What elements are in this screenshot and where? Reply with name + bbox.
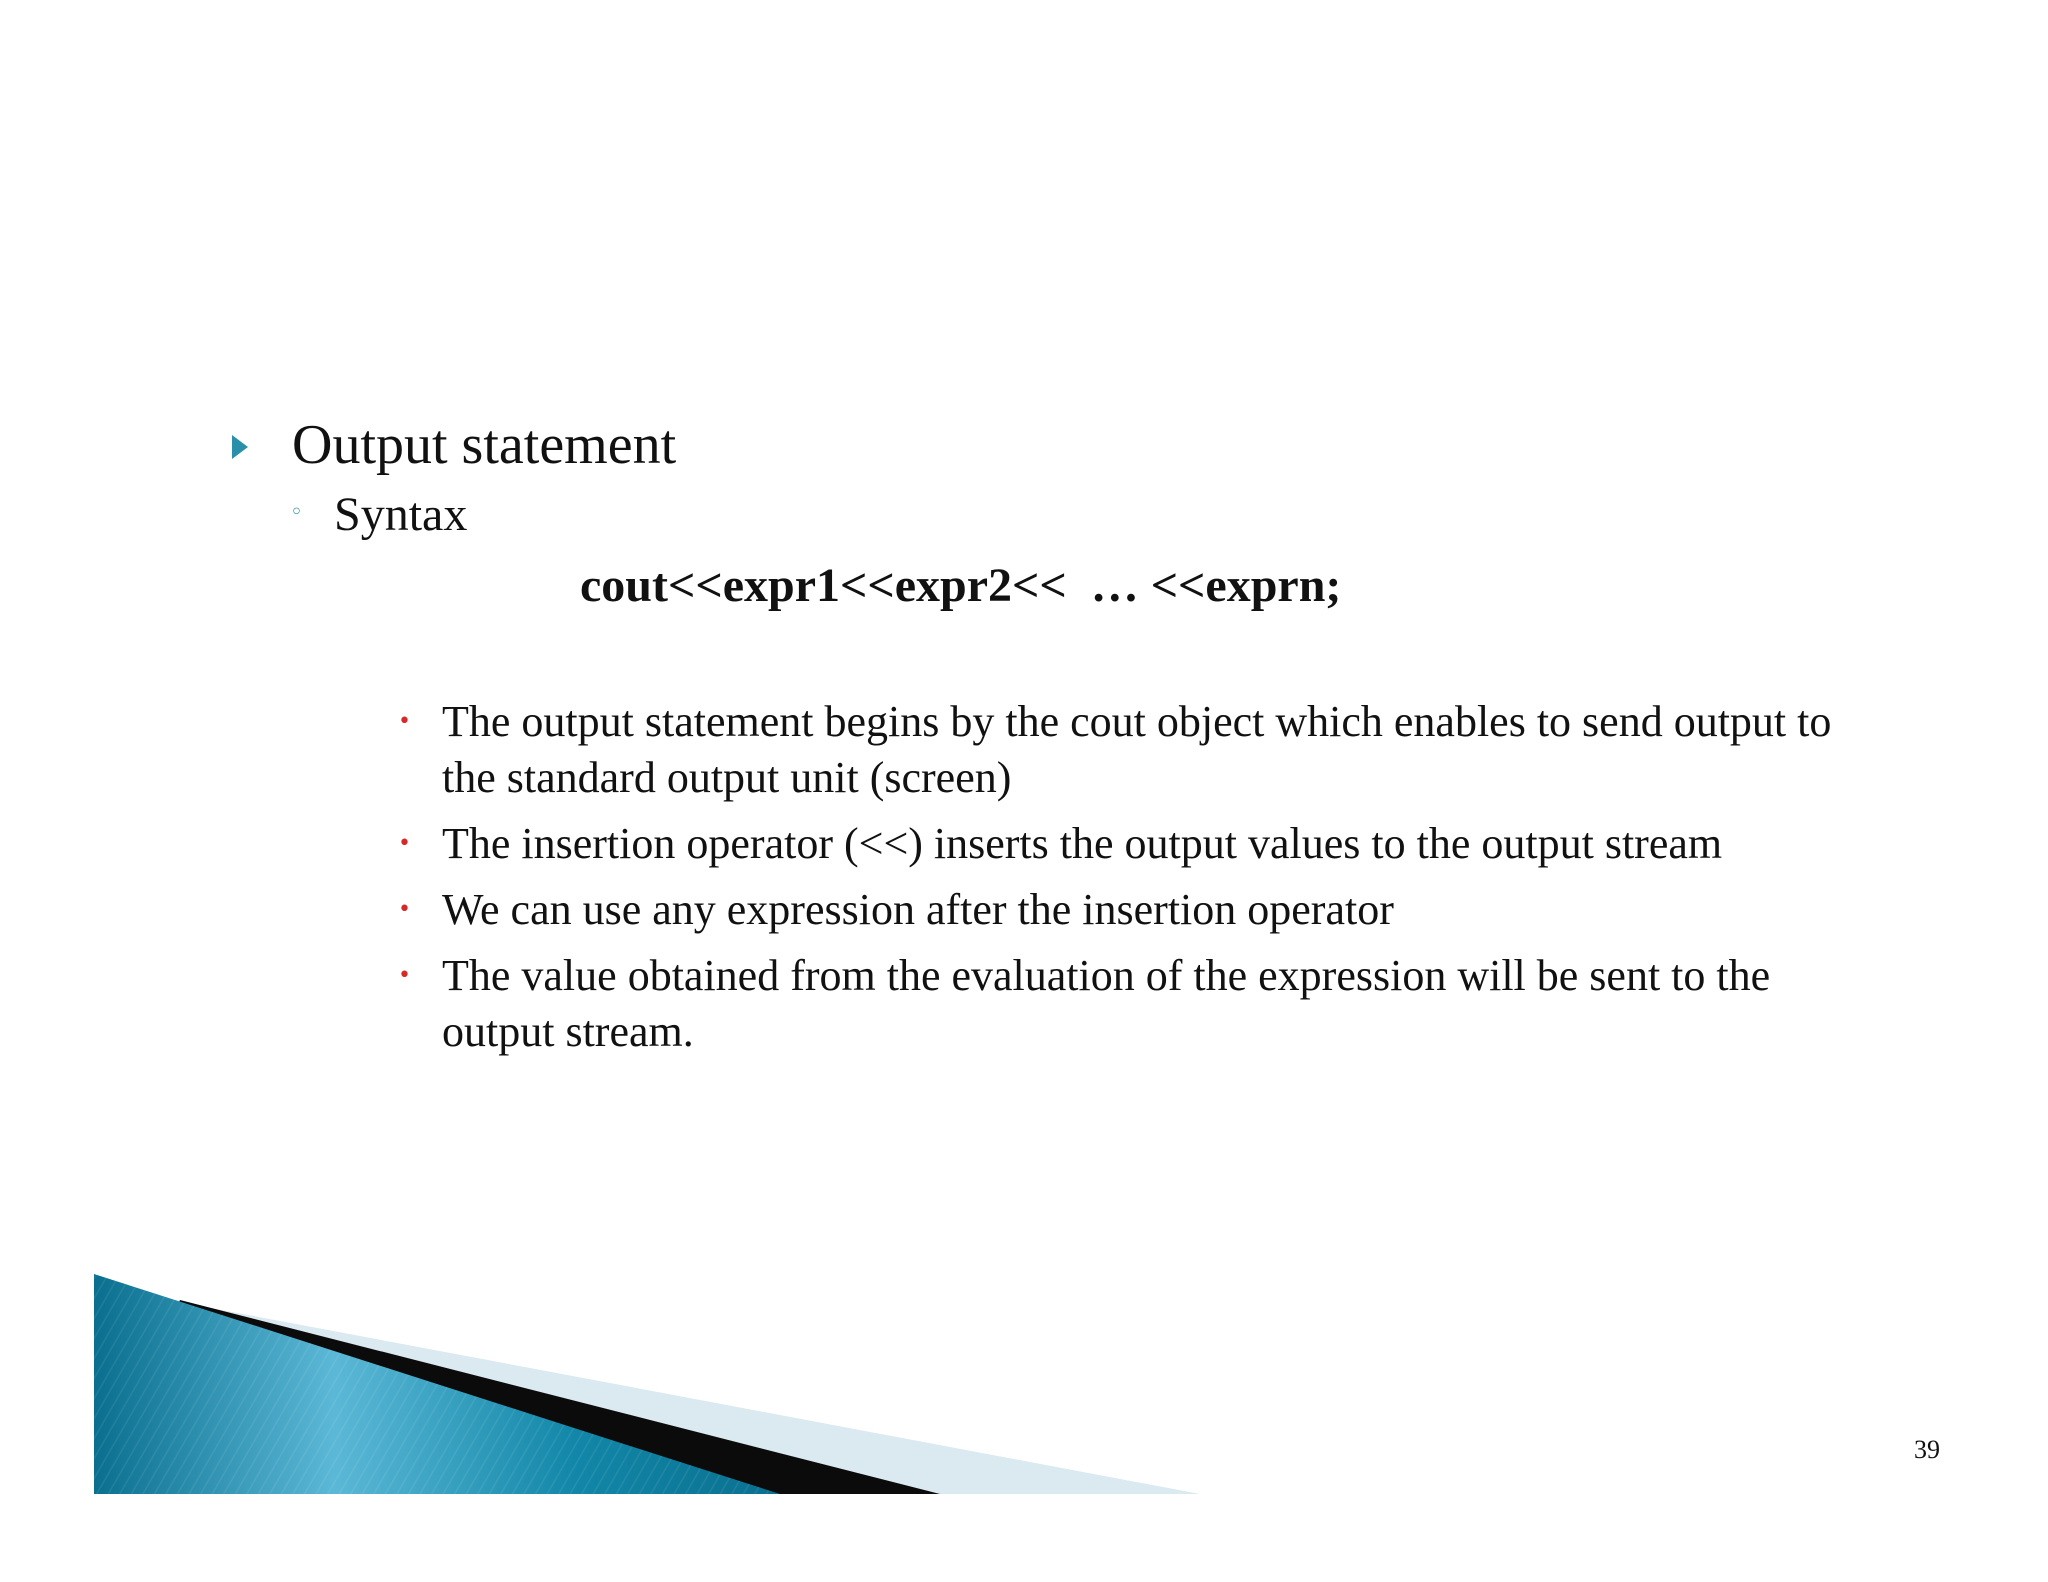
bullet-text: The insertion operator (<<) inserts the output values to the output stream: [442, 819, 1723, 868]
dot-icon: •: [398, 963, 411, 988]
bullet-list: [396, 694, 1876, 1070]
heading-text: Output statement: [292, 414, 677, 476]
triangle-right-icon: [230, 433, 250, 461]
dot-icon: •: [398, 709, 411, 734]
list-item: [396, 816, 1876, 872]
subheading-text: Syntax: [334, 488, 468, 541]
list-item: [396, 694, 1876, 806]
dot-icon: •: [398, 831, 411, 856]
dot-icon: •: [398, 897, 411, 922]
heading-item: [230, 412, 676, 478]
bullet-text: The value obtained from the evaluation of the expression will be sent to the output stream.: [442, 951, 1771, 1056]
teal-band-texture: [94, 1274, 780, 1494]
bullet-text: The output statement begins by the cout object which enables to send output to the standard output unit (screen): [442, 697, 1832, 802]
syntax-line: cout<<expr1<<expr2<< … <<exprn;: [580, 559, 1342, 612]
list-item: [396, 948, 1876, 1060]
list-item: [396, 882, 1876, 938]
bullet-text: We can use any expression after the insertion operator: [442, 885, 1394, 934]
hollow-circle-icon: ◦: [290, 499, 303, 525]
page-number: 39: [1914, 1435, 1940, 1464]
subheading-item: [290, 486, 467, 544]
